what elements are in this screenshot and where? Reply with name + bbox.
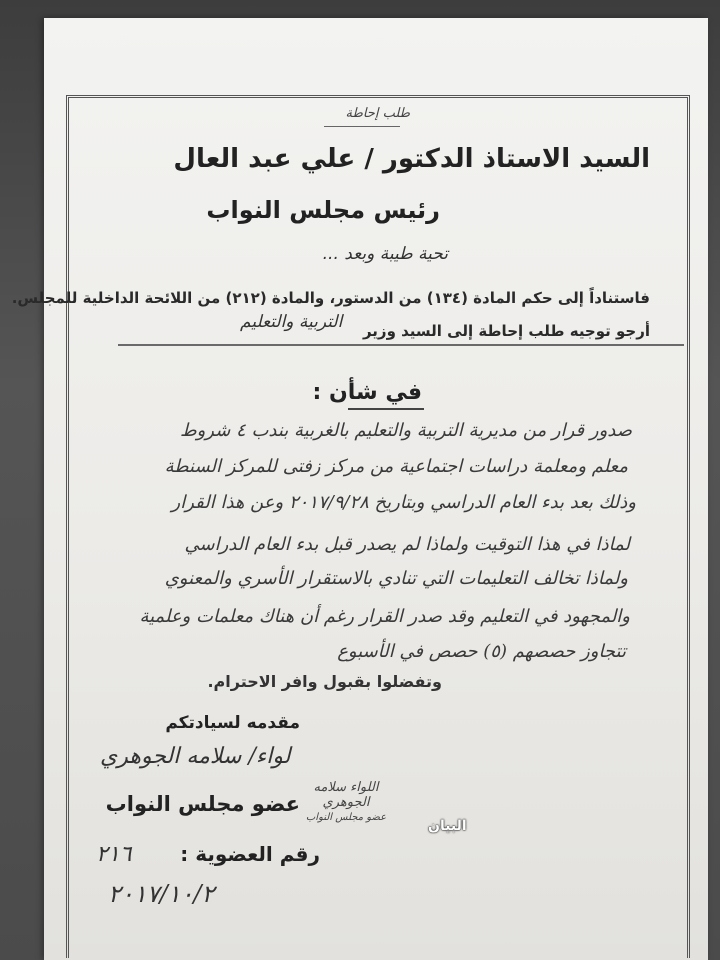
- minister-handwritten: التربية والتعليم: [240, 312, 343, 332]
- handwritten-line-3: وذلك بعد بدء العام الدراسي وبتاريخ ٢٠١٧/٩/٢٨ وعن هذا القرار: [171, 492, 636, 513]
- stamp-line-1: اللواء سلامه الجوهري: [313, 780, 379, 810]
- addressee: السيد الاستاذ الدكتور / علي عبد العال: [173, 144, 650, 174]
- stamp-line-2: عضو مجلس النواب: [305, 812, 387, 823]
- submitted-by: مقدمه لسيادتكم: [165, 713, 300, 733]
- greeting: تحية طيبة وبعد ...: [322, 244, 448, 264]
- handwritten-line-6: والمجهود في التعليم وقد صدر القرار رغم أن هناك معلمات وعلمية: [139, 606, 630, 627]
- request-line: أرجو توجيه طلب إحاطة إلى السيد وزير: [362, 322, 650, 340]
- membership-label: رقم العضوية :: [180, 842, 320, 866]
- member-title: عضو مجلس النواب: [105, 792, 300, 816]
- membership-number: ٢١٦: [96, 842, 132, 867]
- subject-underline: [348, 408, 424, 410]
- handwritten-line-2: معلم ومعلمة دراسات اجتماعية من مركز زفتى للمركز السنطة: [164, 456, 628, 477]
- subject-label: في شأن :: [312, 380, 422, 405]
- signature-name: لواء/ سلامه الجوهري: [100, 744, 291, 769]
- closing: وتفضلوا بقبول وافر الاحترام.: [207, 672, 442, 691]
- legal-basis: فاستناداً إلى حكم المادة (١٣٤) من الدستور، والمادة (٢١٢) من اللائحة الداخلية للمجلس.: [11, 289, 650, 307]
- document-type-label: طلب إحاطة: [345, 106, 410, 121]
- handwritten-line-1: صدور قرار من مديرية التربية والتعليم بالغربية بندب ٤ شروط: [179, 420, 632, 441]
- watermark-logo: البيان: [428, 818, 467, 834]
- handwritten-line-4: لماذا في هذا التوقيت ولماذا لم يصدر قبل بدء العام الدراسي: [184, 534, 630, 555]
- page-border: [66, 95, 690, 958]
- signature-stamp: [300, 780, 392, 823]
- divider-line: [118, 344, 684, 346]
- handwritten-line-7: تتجاوز حصصهم (٥) حصص في الأسبوع: [337, 641, 626, 662]
- handwritten-line-5: ولماذا تخالف التعليمات التي تنادي بالاستقرار الأسري والمعنوي: [164, 568, 628, 589]
- document-date: ٢٠١٧/١٠/٢: [108, 880, 215, 908]
- addressee-position: رئيس مجلس النواب: [206, 196, 440, 224]
- title-underline: [324, 126, 400, 127]
